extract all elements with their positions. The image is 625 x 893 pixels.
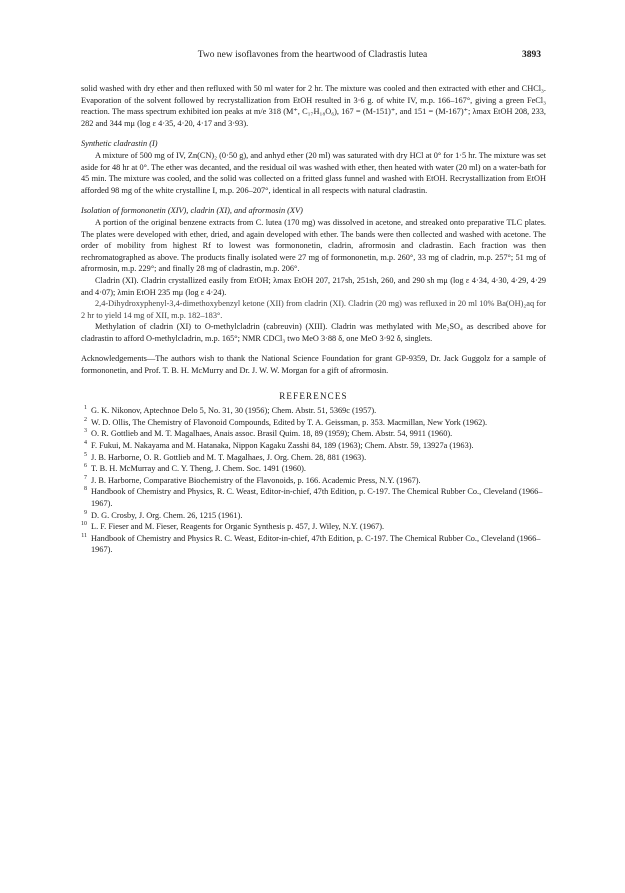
reference-text: W. D. Ollis, The Chemistry of Flavonoid Compounds, Edited by T. A. Geissman, p. 353. Macmillan, New York (1962). [91, 417, 488, 427]
reference-number: 2 [84, 416, 87, 423]
reference-number: 3 [84, 428, 87, 435]
reference-text: Handbook of Chemistry and Physics R. C. Weast, Editor-in-chief, 47th Edition, p. C-197. The Chemical Rubber Co., Cleveland (1966–1967). [91, 533, 541, 555]
reference-item [81, 405, 546, 417]
reference-text: G. K. Nikonov, Aptechnoe Delo 5, No. 31, 30 (1956); Chem. Abstr. 51, 5369c (1957). [91, 406, 377, 416]
reference-number: 4 [84, 440, 87, 447]
cladrin-paragraph: Cladrin (XI). Cladrin crystallized easily from EtOH; λmax EtOH 207, 217sh, 251sh, 260, and 290 sh mμ (log ε 4·34, 4·30, 4·29, 4·29 and 4·07); λmin EtOH 235 mμ (log ε 4·24). [81, 275, 546, 297]
reference-item [81, 510, 546, 522]
reference-item [81, 533, 546, 556]
article-body [81, 83, 546, 556]
reference-text: J. B. Harborne, Comparative Biochemistry of the Flavonoids, p. 166. Academic Press, N.Y. (1967). [91, 475, 421, 485]
reference-number: 7 [84, 474, 87, 481]
reference-text: F. Fukui, M. Nakayama and M. Hatanaka, Nippon Kagaku Zasshi 84, 189 (1963); Chem. Abstr. 59, 13927a (1963). [91, 441, 474, 451]
reference-item [81, 452, 546, 464]
reference-number: 6 [84, 463, 87, 470]
section-heading-isolation: Isolation of formononetin (XIV), cladrin (XI), and afrormosin (XV) [81, 206, 303, 216]
reference-item [81, 440, 546, 452]
reference-item [81, 521, 546, 533]
reference-item [81, 475, 546, 487]
reference-text: J. B. Harborne, O. R. Gottlieb and M. T. Magalhaes, J. Org. Chem. 28, 881 (1963). [91, 452, 367, 462]
section-heading-synthetic: Synthetic cladrastin (I) [81, 139, 158, 149]
methylation-paragraph: Methylation of cladrin (XI) to O-methylcladrin (cabreuvin) (XIII). Cladrin was methylated with Me₂SO₄ as described above for cladrastin to afford O-methylcladrin, m.p. 165°; NMR CDCl₃ two MeO 3·88 δ, one MeO 3·92 δ, singlets. [81, 322, 546, 343]
page-number: 3893 [522, 50, 541, 60]
reference-number: 5 [84, 451, 87, 458]
reference-item [81, 417, 546, 429]
acknowledgements: Acknowledgements—The authors wish to thank the National Science Foundation for grant GP-9359, Dr. Jack Guggolz for a sample of formononetin, and Prof. T. B. H. McMurry and Dr. J. W. W. Morgan for a gift of afrormosin. [81, 354, 546, 376]
references-list [81, 405, 546, 556]
reference-number: 1 [84, 405, 87, 412]
reference-text: D. G. Crosby, J. Org. Chem. 26, 1215 (1961). [91, 510, 243, 520]
reference-number: 9 [84, 509, 87, 516]
reference-text: L. F. Fieser and M. Fieser, Reagents for Organic Synthesis p. 457, J. Wiley, N.Y. (1967). [91, 522, 385, 532]
synthetic-paragraph: A mixture of 500 mg of IV, Zn(CN)₂ (0·50 g), and anhyd ether (20 ml) was saturated with dry HCl at 0° for 1·5 hr. The mixture was set aside for 48 hr at 0°. The ether was decanted, and the residual oil was washed with ether, then heated with water (20 ml) on a water-bath for 45 min. The mixture was cooled, and the solid was collected on a fritted glass funnel and washed with EtOH. Recrystallization from EtOH afforded 98 mg of the white crystalline I, m.p. 206–207°, identical in all respects with natural cladrastin. [81, 150, 546, 195]
reference-number: 8 [84, 486, 87, 493]
reference-text: T. B. H. McMurray and C. Y. Theng, J. Chem. Soc. 1491 (1960). [91, 464, 306, 474]
reference-item [81, 486, 546, 509]
isolation-paragraph: A portion of the original benzene extracts from C. lutea (170 mg) was dissolved in acetone, and streaked onto preparative TLC plates. The plates were developed with ether, dried, and again developed with ether. The bands were then collected and washed with acetone. The order of mobility from highest Rf to lowest was formononetin, cladrin, afrormosin and cladrastin. Each fraction was then rechromatographed as above. The products finally isolated were 27 mg of formononetin, m.p. 260°, 33 mg of cladrin, m.p. 257°; 51 mg of afrormosin, m.p. 229°; and finally 28 mg of cladrastin, m.p. 206°. [81, 217, 546, 274]
references-heading: REFERENCES [279, 390, 348, 401]
reference-number: 11 [81, 532, 87, 539]
dihydroxy-paragraph: 2,4-Dihydroxyphenyl-3,4-dimethoxybenzyl ketone (XII) from cladrin (XI). Cladrin (20 mg) was refluxed in 20 ml 10% Ba(OH)₂aq for 2 hr to yield 14 mg of XII, m.p. 182–183°. [81, 299, 546, 320]
reference-text: Handbook of Chemistry and Physics, R. C. Weast, Editor-in-chief, 47th Edition, p. C-197. The Chemical Rubber Co., Cleveland (1966–1967). [91, 487, 543, 508]
running-title: Two new isoflavones from the heartwood of Cladrastis lutea [197, 50, 428, 60]
reference-item [81, 428, 546, 440]
intro-paragraph: solid washed with dry ether and then refluxed with 50 ml water for 2 hr. The mixture was cooled and then extracted with ether and CHCl₃. Evaporation of the solvent followed by recrystallization from EtOH resulted in 3·6 g. of white IV, m.p. 166–167°, giving a green FeCl₃ reaction. The mass spectrum exhibited ion peaks at m/e 318 (M⁺, C₁₇H₁₈O₆), 167 = (M-151)⁺, and 151 = (M-167)⁺; λmax EtOH 208, 233, 282 and 344 mμ (log ε 4·35, 4·20, 4·17 and 3·93). [81, 84, 546, 128]
reference-item [81, 463, 546, 475]
running-header [0, 50, 625, 64]
reference-text: O. R. Gottlieb and M. T. Magalhaes, Anais assoc. Brasil Quim. 18, 89 (1959); Chem. Abstr. 54, 9911 (1960). [91, 429, 453, 439]
reference-number: 10 [81, 521, 87, 528]
